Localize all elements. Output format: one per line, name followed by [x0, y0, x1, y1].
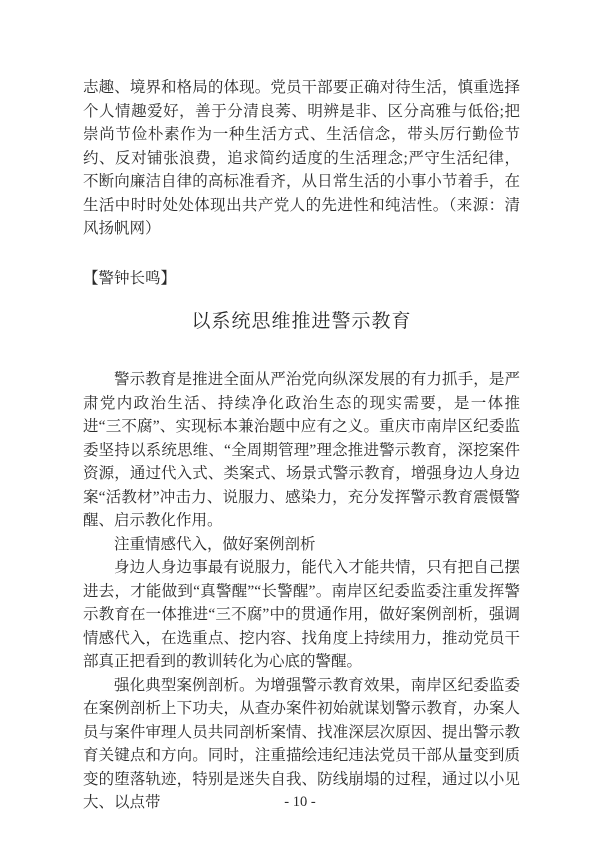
- subsection-heading: 注重情感代入，做好案例剖析: [114, 535, 316, 553]
- article-paragraph-2: 身边人身边事最有说服力，能代入才能共情，只有把自己摆进去，才能做到“真警醒”“长警醒”。南岸区纪委监委注重发挥警示教育在一体推进“三不腐”中的贯通作用，做好案例剖析，强调情感代入，在选重点、挖内容、找角度上持续用力，推动党员干部真正把看到的教训转化为心底的警醒。: [83, 559, 520, 670]
- continuation-paragraph: 志趣、境界和格局的体现。党员干部要正确对待生活，慎重选择个人情趣爱好，善于分清良莠、明辨是非、区分高雅与低俗;把崇尚节俭朴素作为一种生活方式、生活信念，带头厉行勤俭节约、反对铺张浪费，追求简约适度的生活理念;严守生活纪律，不断向廉洁自律的高标准看齐，从日常生活的小事小节着手，在生活中时时处处体现出共产党人的先进性和纯洁性。（来源：清风扬帆网）: [83, 79, 520, 237]
- page-number: - 10 -: [284, 794, 316, 810]
- article-paragraph-1: 警示教育是推进全面从严治党向纵深发展的有力抓手，是严肃党内政治生活、持续净化政治生态的现实需要，是一体推进“三不腐”、实现标本兼治题中应有之义。重庆市南岸区纪委监委坚持以系统思维、“全周期管理”理念推进警示教育，深挖案件资源，通过代入式、类案式、场景式警示教育，增强身边人身边案“活教材”冲击力、说服力、感染力，充分发挥警示教育震慑警醒、启示教化作用。: [83, 371, 520, 529]
- section-label: 【警钟长鸣】: [83, 269, 177, 287]
- article-title: 以系统思维推进警示教育: [191, 311, 412, 332]
- article-paragraph-3: 强化典型案例剖析。为增强警示教育效果，南岸区纪委监委在案例剖析上下功夫，从查办案件初始就谋划警示教育，办案人员与案件审理人员共同剖析案情、找准深层次原因、提出警示教育关键点和方向。同时，注重描绘违纪违法党员干部从量变到质变的堕落轨迹，特别是迷失自我、防线崩塌的过程，通过以小见大、以点带: [83, 676, 520, 811]
